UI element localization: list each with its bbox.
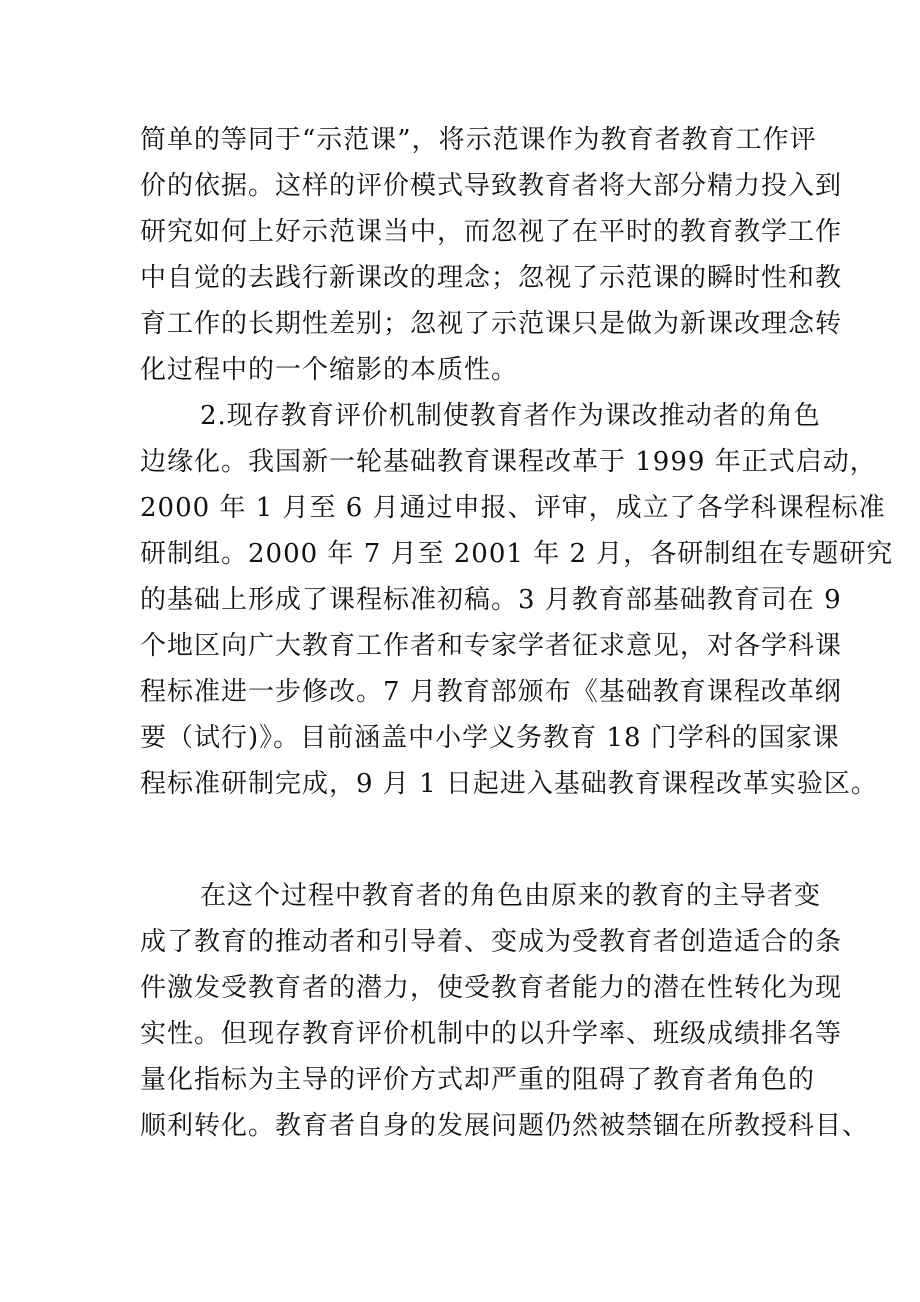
paragraph-2-line-3: 2000 年 1 月至 6 月通过申报、评审，成立了各学科课程标准 <box>140 493 886 523</box>
paragraph-2-line-5: 的基础上形成了课程标准初稿。3 月教育部基础教育司在 9 <box>140 585 842 615</box>
paragraph-2-line-2: 边缘化。我国新一轮基础教育课程改革于 1999 年正式启动， <box>140 447 877 477</box>
paragraph-2-line-9: 程标准研制完成，9 月 1 日起进入基础教育课程改革实验区。 <box>140 769 878 799</box>
paragraph-3-line-6: 顺利转化。教育者自身的发展问题仍然被禁锢在所教授科目、 <box>140 1111 870 1141</box>
paragraph-1-line-5: 育工作的长期性差别；忽视了示范课只是做为新课改理念转 <box>140 309 843 339</box>
paragraph-3-line-2: 成了教育的推动者和引导着、变成为受教育者创造适合的条 <box>140 927 843 957</box>
paragraph-2-line-7: 程标准进一步修改。7 月教育部颁布《基础教育课程改革纲 <box>140 677 842 707</box>
paragraph-3-line-3: 件激发受教育者的潜力，使受教育者能力的潜在性转化为现 <box>140 973 843 1003</box>
paragraph-3-line-1: 在这个过程中教育者的角色由原来的教育的主导者变 <box>200 881 822 911</box>
paragraph-2-line-6: 个地区向广大教育工作者和专家学者征求意见，对各学科课 <box>140 631 843 661</box>
paragraph-1-line-3: 研究如何上好示范课当中，而忽视了在平时的教育教学工作 <box>140 217 843 247</box>
paragraph-3-line-4: 实性。但现存教育评价机制中的以升学率、班级成绩排名等 <box>140 1019 843 1049</box>
paragraph-1-line-6: 化过程中的一个缩影的本质性。 <box>140 355 519 385</box>
paragraph-2-line-4: 研制组。2000 年 7 月至 2001 年 2 月，各研制组在专题研究 <box>140 539 894 569</box>
paragraph-1-line-1: 简单的等同于“示范课”，将示范课作为教育者教育工作评 <box>140 125 817 155</box>
paragraph-3-line-5: 量化指标为主导的评价方式却严重的阻碍了教育者角色的 <box>140 1065 816 1095</box>
paragraph-2-line-8: 要（试行)》。目前涵盖中小学义务教育 18 门学科的国家课 <box>140 723 840 753</box>
paragraph-1-line-4: 中自觉的去践行新课改的理念；忽视了示范课的瞬时性和教 <box>140 263 843 293</box>
paragraph-1-line-2: 价的依据。这样的评价模式导致教育者将大部分精力投入到 <box>140 171 843 201</box>
paragraph-2-line-1: 2.现存教育评价机制使教育者作为课改推动者的角色 <box>200 401 821 431</box>
